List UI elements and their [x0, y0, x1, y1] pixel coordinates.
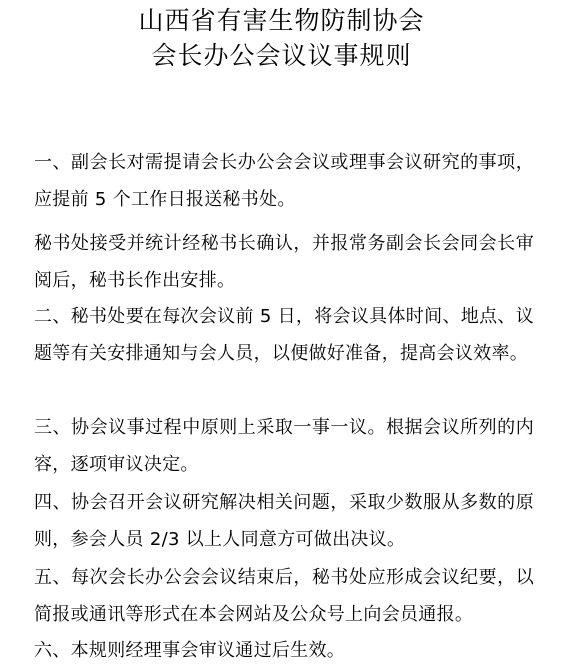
document-title-line-2: 会长办公会议议事规则: [151, 41, 412, 70]
paragraph-6: 五、每次会长办公会会议结束后，秘书处应形成会议纪要，以简报或通讯等形式在本会网站及公众号上向会员通报。: [34, 567, 534, 625]
paragraph-5: 四、协会召开会议研究解决相关问题，采取少数服从多数的原则，参会人员 2/3 以上人同意方可做出决议。: [34, 492, 534, 550]
paragraph-4: 三、协会议事过程中原则上采取一事一议。根据会议所列的内容，逐项审议决定。: [34, 417, 534, 475]
document-title-line-1: 山西省有害生物防制协会: [138, 6, 425, 35]
paragraph-1: 一、副会长对需提请会长办公会会议或理事会议研究的事项，应提前 5 个工作日报送秘书处。: [34, 152, 534, 210]
paragraph-3: 二、秘书处要在每次会议前 5 日，将会议具体时间、地点、议题等有关安排通知与会人员，以便做好准备，提高会议效率。: [34, 306, 534, 364]
paragraph-2: 秘书处接受并统计经秘书长确认，并报常务副会长会同会长审阅后，秘书长作出安排。: [34, 233, 534, 291]
paragraph-7: 六、本规则经理事会审议通过后生效。: [34, 640, 346, 661]
